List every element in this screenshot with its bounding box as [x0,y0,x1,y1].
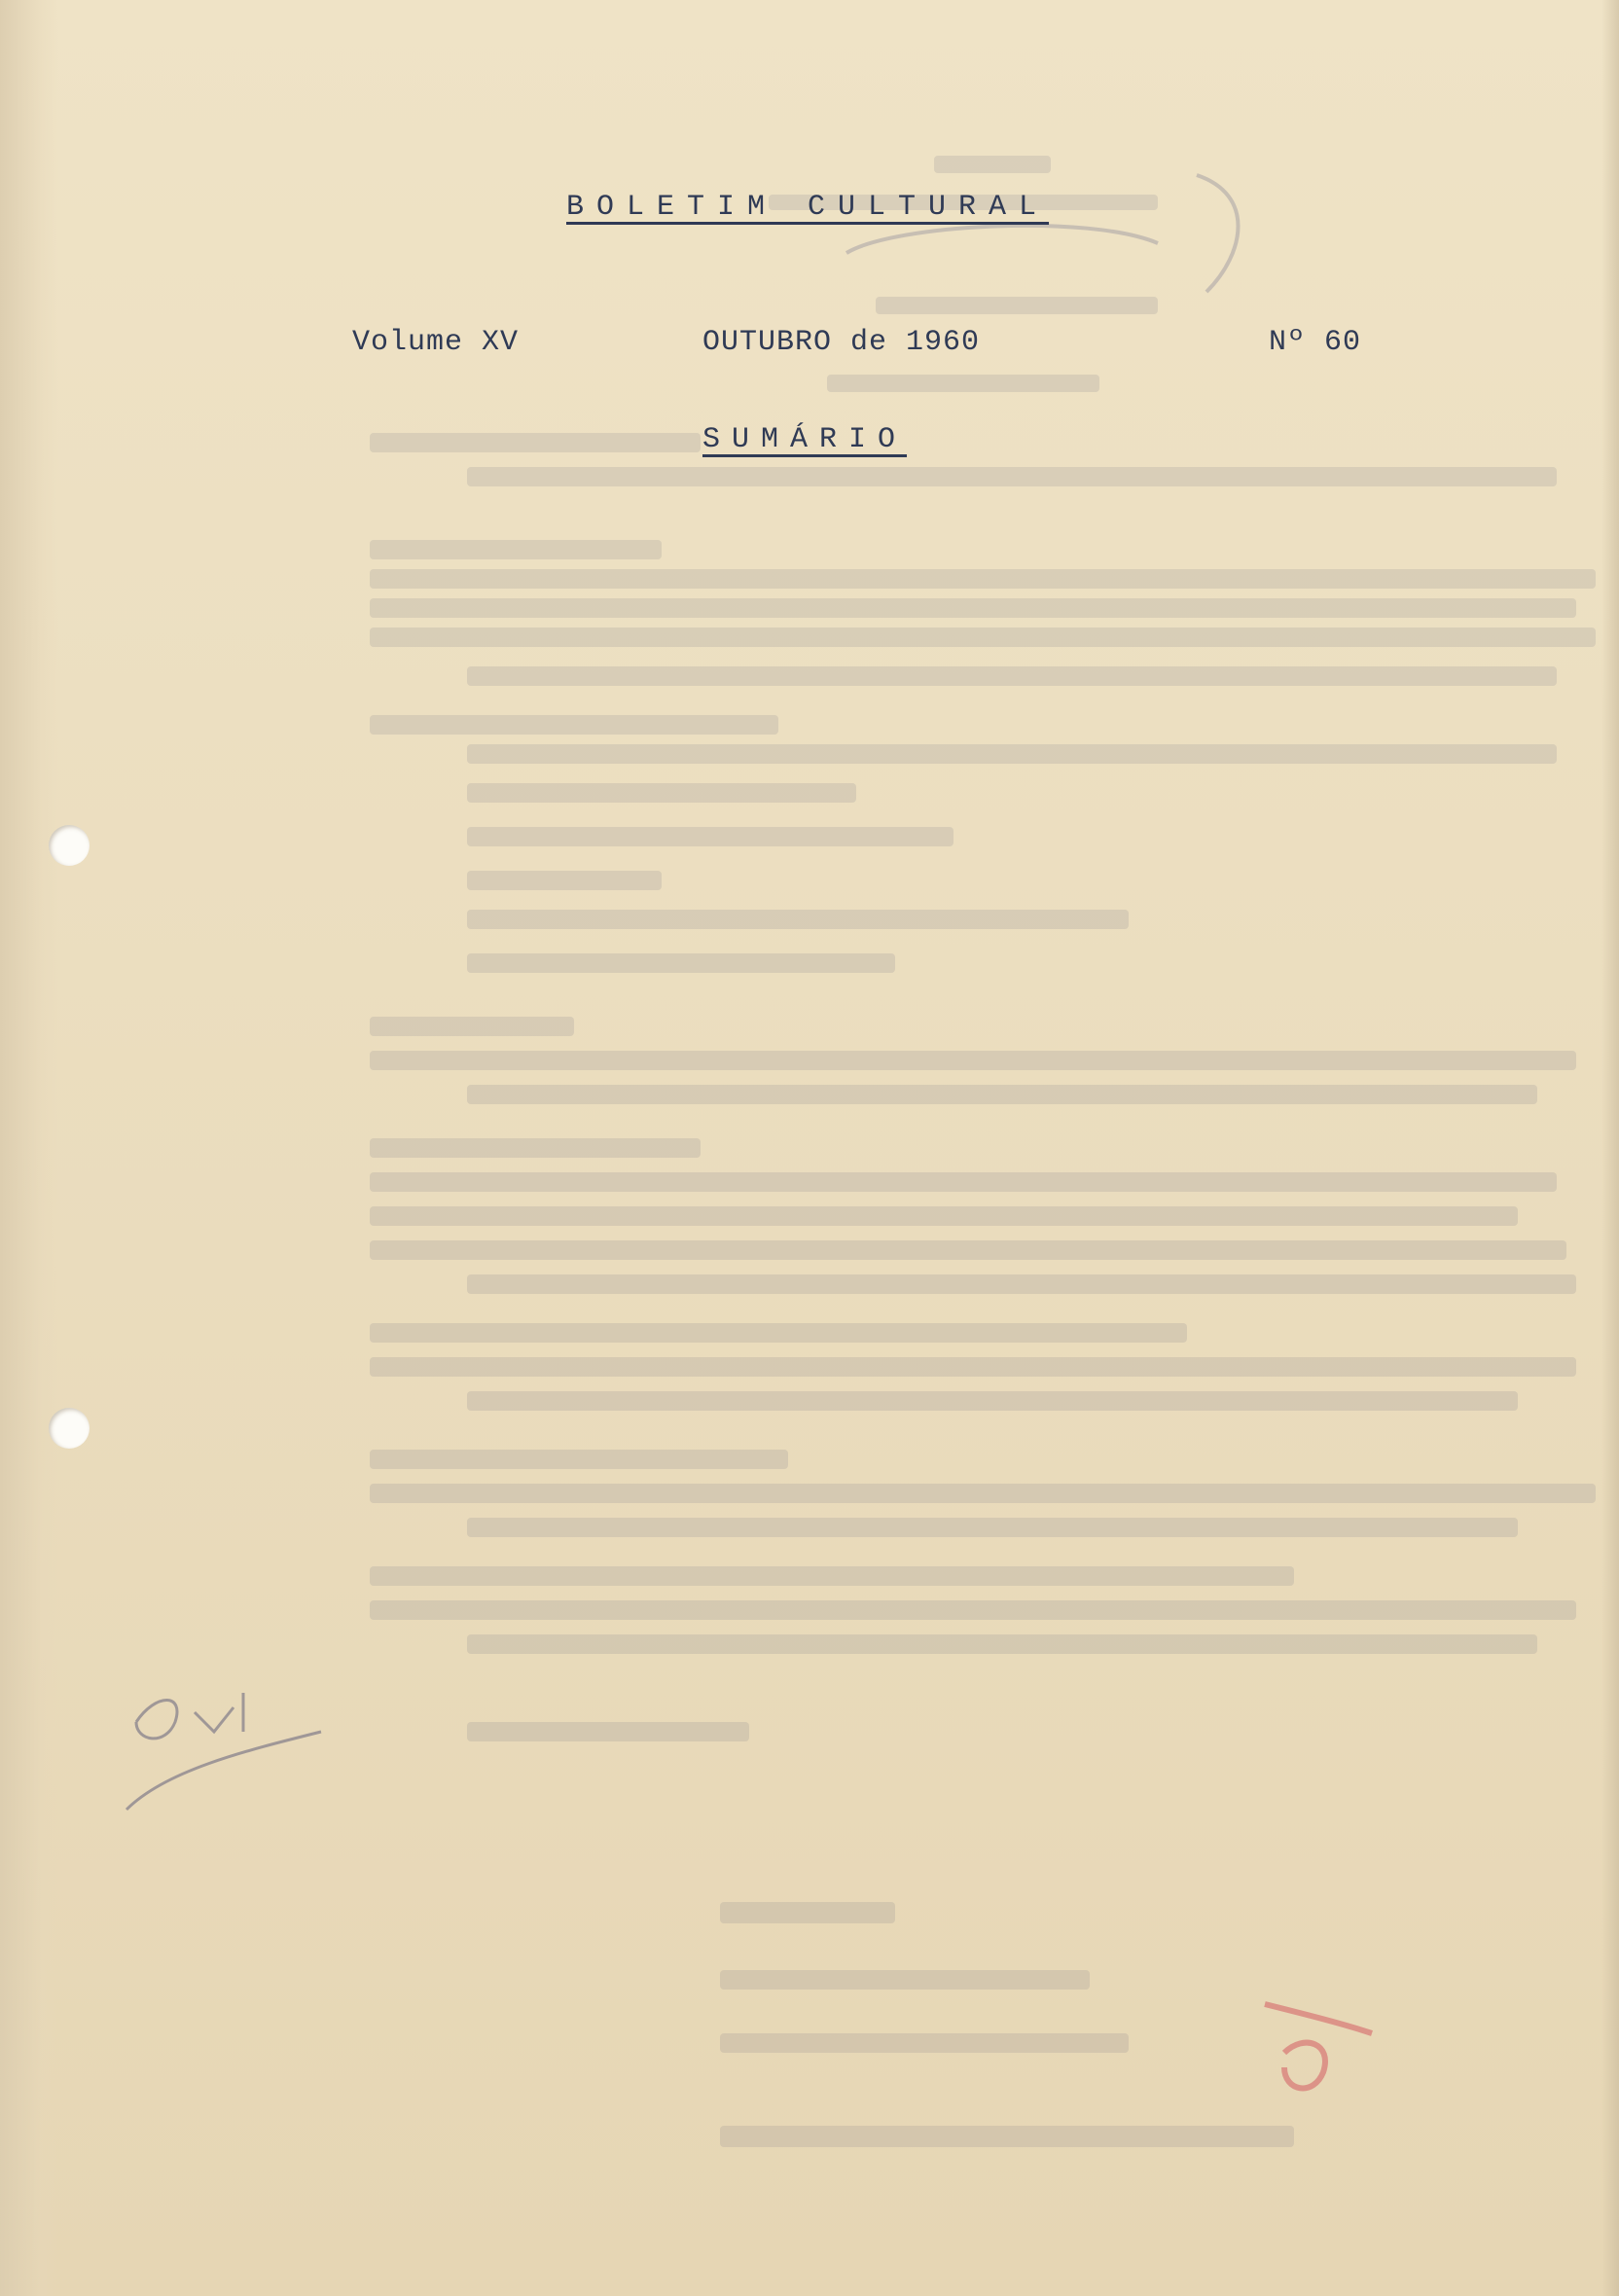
issue-date: OUTUBRO de 1960 [702,326,981,359]
punch-hole-bottom [49,1408,90,1449]
volume-label: Volume XV [352,326,520,359]
document-title: BOLETIM CULTURAL [566,191,1050,224]
punch-hole-top [49,825,90,866]
section-heading: SUMÁRIO [702,423,908,456]
issue-number: Nº 60 [1269,326,1362,359]
